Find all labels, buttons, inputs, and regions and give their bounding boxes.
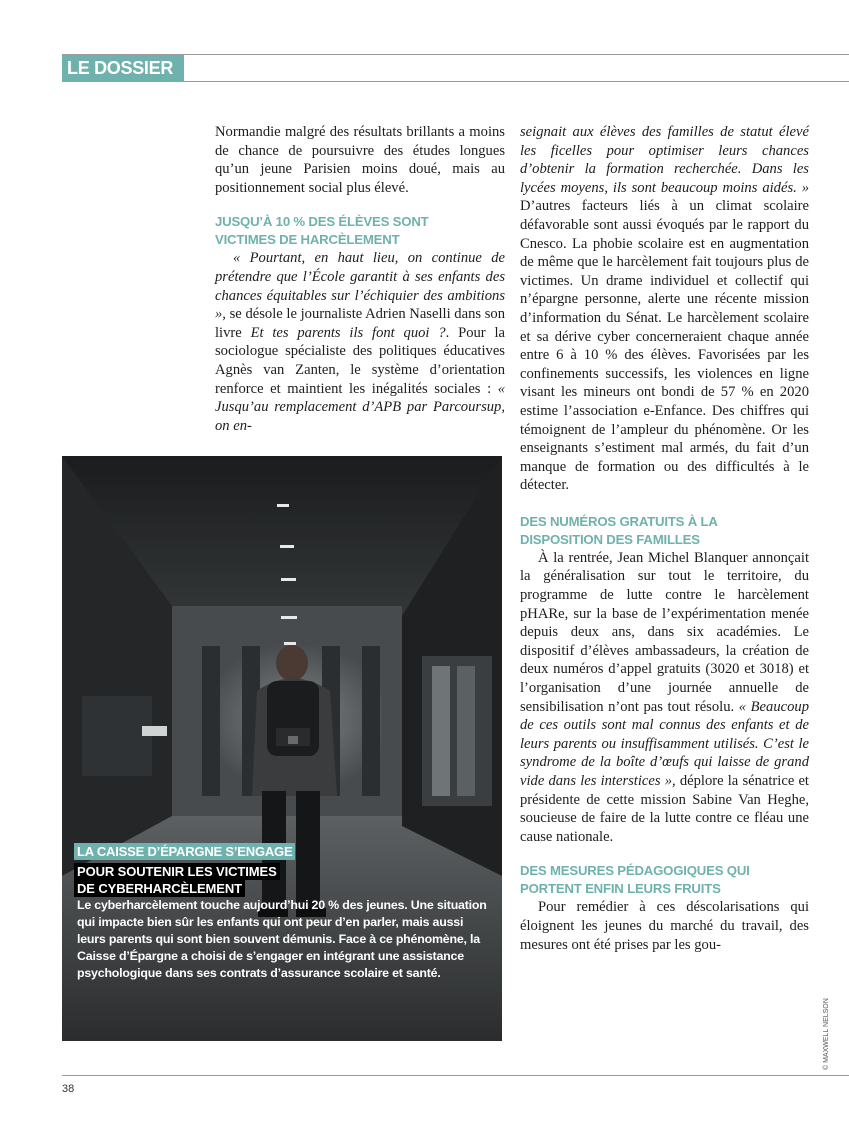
box-kicker: LA CAISSE D’ÉPARGNE S’ENGAGE <box>74 843 295 860</box>
paragraph: Pour remédier à ces déscolarisations qui éloignent les jeunes du marché du travail, des mesures ont été prises par les gou- <box>520 899 809 953</box>
section-label: LE DOSSIER <box>62 55 184 82</box>
right-column <box>520 123 809 954</box>
paragraph: seignait aux élèves des familles de statut élevé les ficelles pour optimiser leurs chances d’obtenir la formation recherchée. Dans les lycées moyens, ils sont beaucoup moins aidés. » D’autres facteurs liés à un climat scolaire défavorable sont aussi évoqués par le rapport du Cnesco. La phobie scolaire est en augmentation de même que le harcèlement fait toujours plus de victimes. Un drame individuel et collectif qui n’épargne personne, alerte une récente mission d’information du Sénat. Le harcèlement scolaire et sa dérive cyber concerneraient chaque année entre 6 à 10 % des élèves. Favorisées par les confinements successifs, les violences en ligne visant les mineurs ont bondi de 57 % en 2020 estime l’association e-Enfance. Des chiffres qui témoignent de l’ampleur du phénomène. Or les enseignants s’estiment mal armés, du fait d’un manque de formation ou des difficultés à le détecter. <box>520 124 809 494</box>
footer-rule <box>62 1075 849 1076</box>
paragraph: Normandie malgré des résultats brillants a moins de chance de poursuivre des études longues qu’un jeune Parisien moins doué, mais au positionnement social plus élevé. <box>215 124 505 196</box>
section-heading: DES NUMÉROS GRATUITS À LA DISPOSITION DES FAMILLES <box>520 513 718 547</box>
section-heading: JUSQU’À 10 % DES ÉLÈVES SONT VICTIMES DE HARCÈLEMENT <box>215 214 429 248</box>
paragraph: À la rentrée, Jean Michel Blanquer annonçait la généralisation sur tout le territoire, du programme de lutte contre le harcèlement pHARe, sur la base de l’expérimentation menée depuis deux ans, dans six académies. Le dispositif d’élèves ambassadeurs, la création de deux numéros d’appel gratuits (3020 et 3018) et l’organisation d’une journée annuelle de sensibilisation n’ont pas tout résolu. « Beaucoup de ces outils sont mal connus des enfants et de leurs parents ou insuffisamment utilisés. C’est le syndrome de la boîte d’œufs qui laisse de grand vide dans les interstices », déplore la sénatrice et présidente de cette mission Sabine Van Heghe, soucieuse de faire de la lutte contre ce fléau une cause nationale. <box>520 549 809 845</box>
box-body: Le cyberharcèlement touche aujourd’hui 20 % des jeunes. Une situation qui impacte bien sûr les enfants qui ont peur d’en parler, mais aussi leurs parents qui sont bien souvent démunis. Face à ce phénomène, la Caisse d’Épargne a choisi de s’engager en intégrant une assistance psychologique dans ses contrats d’assurance scolaire et santé. <box>77 898 487 980</box>
paragraph: « Pourtant, en haut lieu, on continue de prétendre que l’École garantit à ses enfants des chances équitables sur l’échiquier des ambitions », se désole le journaliste Adrien Naselli dans son livre Et tes parents ils font quoi ?. Pour la sociologue spécialiste des politiques éducatives Agnès van Zanten, le système d’orientation renforce et maintient les inégalités sociales : « Jusqu’au remplacement d’APB par Parcoursup, on en- <box>215 250 505 434</box>
box-title-line: DE CYBERHARCÈLEMENT <box>74 880 245 897</box>
section-heading: DES MESURES PÉDAGOGIQUES QUI PORTENT ENFIN LEURS FRUITS <box>520 863 750 897</box>
left-column <box>215 123 505 435</box>
box-title-line: POUR SOUTENIR LES VICTIMES <box>74 863 280 880</box>
header-rule-bottom <box>184 81 849 82</box>
photo-credit: © MAXWELL NELSON <box>823 998 830 1070</box>
page-number: 38 <box>62 1083 75 1095</box>
